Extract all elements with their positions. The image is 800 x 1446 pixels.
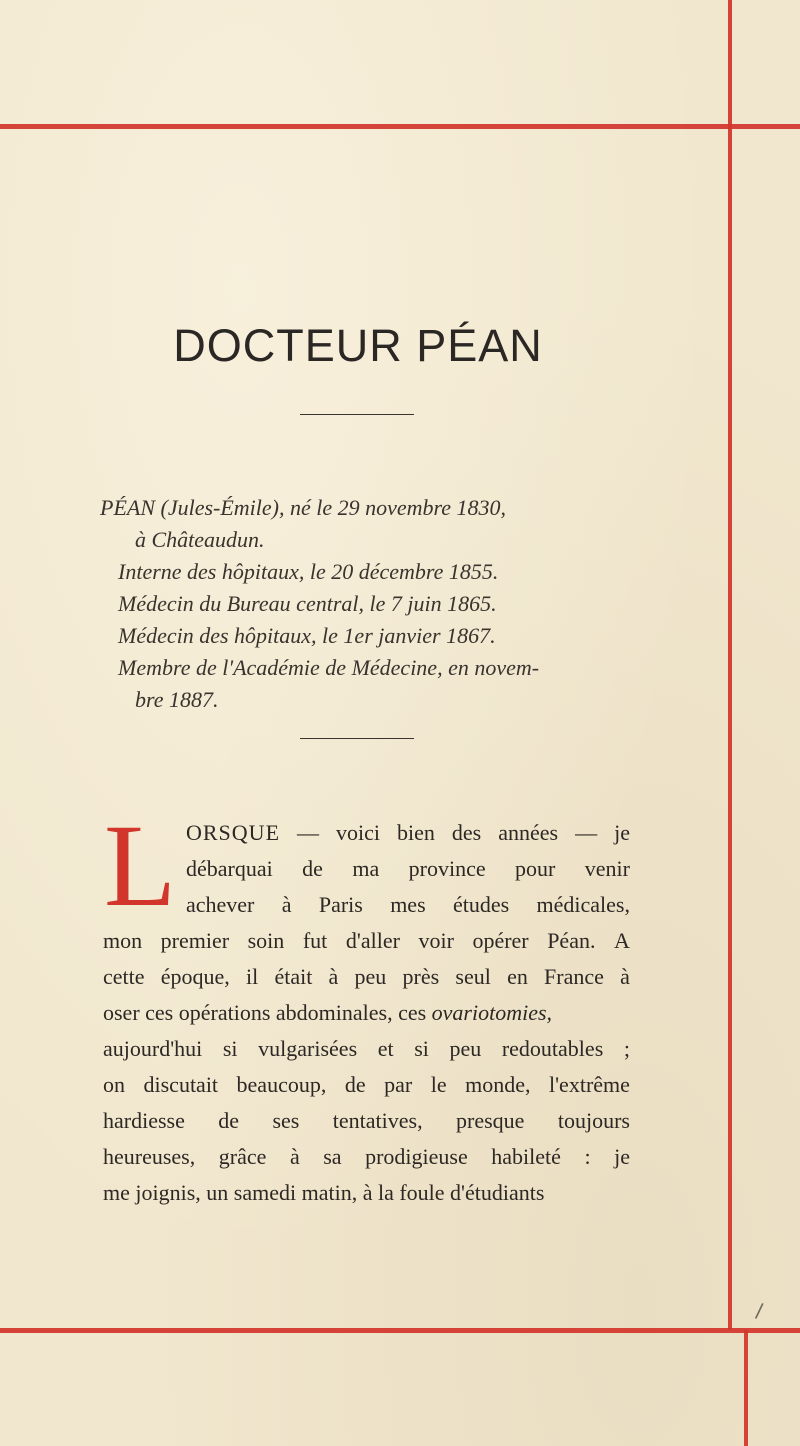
body-line-5 xyxy=(103,960,630,994)
drop-cap-letter: L xyxy=(104,800,177,931)
word: hardiesse xyxy=(103,1108,185,1133)
word: sa xyxy=(323,1144,342,1169)
word: à xyxy=(289,1144,300,1169)
body-line-9 xyxy=(103,1104,630,1138)
bio-line xyxy=(118,588,497,620)
word: voici xyxy=(336,820,381,845)
word: seul xyxy=(455,964,491,989)
bio-line-text: bre 1887. xyxy=(135,687,219,712)
word: je xyxy=(614,820,630,845)
body-line-8 xyxy=(103,1068,630,1102)
word: de xyxy=(218,1108,240,1133)
word: France xyxy=(544,964,604,989)
margin-mark: / xyxy=(754,1298,765,1325)
italic-word: ovariotomies, xyxy=(431,1000,553,1025)
bio-line xyxy=(118,652,654,684)
word: l'extrême xyxy=(548,1072,630,1097)
bio-line-text: Membre de l'Académie de Médecine, en novem- xyxy=(118,655,540,680)
word: débarquai xyxy=(186,856,273,881)
word: à xyxy=(328,964,339,989)
word: à xyxy=(620,964,630,989)
word: peu xyxy=(354,964,387,989)
word: province xyxy=(408,856,486,881)
word: toujours xyxy=(557,1108,630,1133)
word: beaucoup, xyxy=(236,1072,327,1097)
word: ma xyxy=(352,856,380,881)
word: médicales, xyxy=(536,892,630,917)
word: — xyxy=(297,820,320,845)
word: si xyxy=(414,1036,429,1061)
bio-line xyxy=(135,524,265,556)
word: heureuses, xyxy=(103,1144,196,1169)
word: monde, xyxy=(465,1072,531,1097)
word: bien xyxy=(397,820,435,845)
bio-line xyxy=(118,556,498,588)
body-line-6: oser ces opérations abdominales, ces ovariotomies, xyxy=(103,1000,553,1025)
word: : xyxy=(584,1144,591,1169)
word: et xyxy=(377,1036,394,1061)
top-red-rule xyxy=(0,124,800,129)
word: de xyxy=(302,856,323,881)
word: par xyxy=(384,1072,413,1097)
lower-right-red-rule xyxy=(744,1330,748,1446)
word: peu xyxy=(449,1036,482,1061)
word: à xyxy=(281,892,292,917)
word: en xyxy=(507,964,528,989)
word: premier xyxy=(160,928,230,953)
word: A xyxy=(614,928,630,953)
word: époque, xyxy=(160,964,230,989)
word: redoutables xyxy=(501,1036,604,1061)
body-line-2 xyxy=(186,852,630,886)
word: Péan. xyxy=(547,928,596,953)
word: tentatives, xyxy=(332,1108,423,1133)
word: il xyxy=(246,964,259,989)
word: mes xyxy=(390,892,426,917)
word: cette xyxy=(103,964,145,989)
right-red-rule xyxy=(728,0,732,1330)
word: fut xyxy=(302,928,328,953)
word: habileté xyxy=(491,1144,561,1169)
word: près xyxy=(402,964,440,989)
word: grâce xyxy=(218,1144,267,1169)
bio-line xyxy=(100,492,638,524)
word: vulgarisées xyxy=(258,1036,358,1061)
body-line-10 xyxy=(103,1140,630,1174)
word: discutait xyxy=(143,1072,219,1097)
word: si xyxy=(222,1036,238,1061)
word: de xyxy=(344,1072,366,1097)
word: achever xyxy=(186,892,255,917)
word: venir xyxy=(584,856,630,881)
word: soin xyxy=(247,928,285,953)
word: voir xyxy=(418,928,454,953)
title-divider xyxy=(300,414,414,415)
word: d'aller xyxy=(345,928,400,953)
body-line-11: me joignis, un samedi matin, à la foule d'étudiants xyxy=(103,1180,545,1205)
word: ORSQUE xyxy=(186,820,281,845)
word: pour xyxy=(515,856,556,881)
body-line-3 xyxy=(186,888,630,922)
word: le xyxy=(430,1072,447,1097)
word: je xyxy=(614,1144,630,1169)
body-line-7 xyxy=(103,1032,630,1066)
bio-line-text: Médecin du Bureau central, le 7 juin 1865. xyxy=(118,591,497,616)
word: prodigieuse xyxy=(365,1144,468,1169)
word: presque xyxy=(456,1108,525,1133)
word: était xyxy=(274,964,313,989)
word: on xyxy=(103,1072,125,1097)
word: — xyxy=(575,820,598,845)
bio-line-text: Médecin des hôpitaux, le 1er janvier 1867. xyxy=(118,623,496,648)
drop-cap xyxy=(104,800,177,931)
word: études xyxy=(452,892,510,917)
bio-line xyxy=(118,620,496,652)
bio-line-text: PÉAN (Jules-Émile), né le 29 novembre 1830, xyxy=(100,495,507,520)
word: années xyxy=(498,820,559,845)
bio-line-text: Interne des hôpitaux, le 20 décembre 1855. xyxy=(118,559,499,584)
word: aujourd'hui xyxy=(103,1036,203,1061)
body-line-1 xyxy=(186,816,630,850)
word: des xyxy=(451,820,482,845)
word: ; xyxy=(623,1036,630,1061)
bottom-red-rule xyxy=(0,1328,800,1333)
bio-line-text: à Châteaudun. xyxy=(135,527,265,552)
word: mon xyxy=(103,928,143,953)
word: opérer xyxy=(472,928,529,953)
body-line-4 xyxy=(103,924,630,958)
bio-divider xyxy=(300,738,414,739)
page-title: DOCTEUR PÉAN xyxy=(173,320,543,371)
word: Paris xyxy=(318,892,363,917)
bio-line xyxy=(135,684,219,716)
word: ses xyxy=(272,1108,300,1133)
